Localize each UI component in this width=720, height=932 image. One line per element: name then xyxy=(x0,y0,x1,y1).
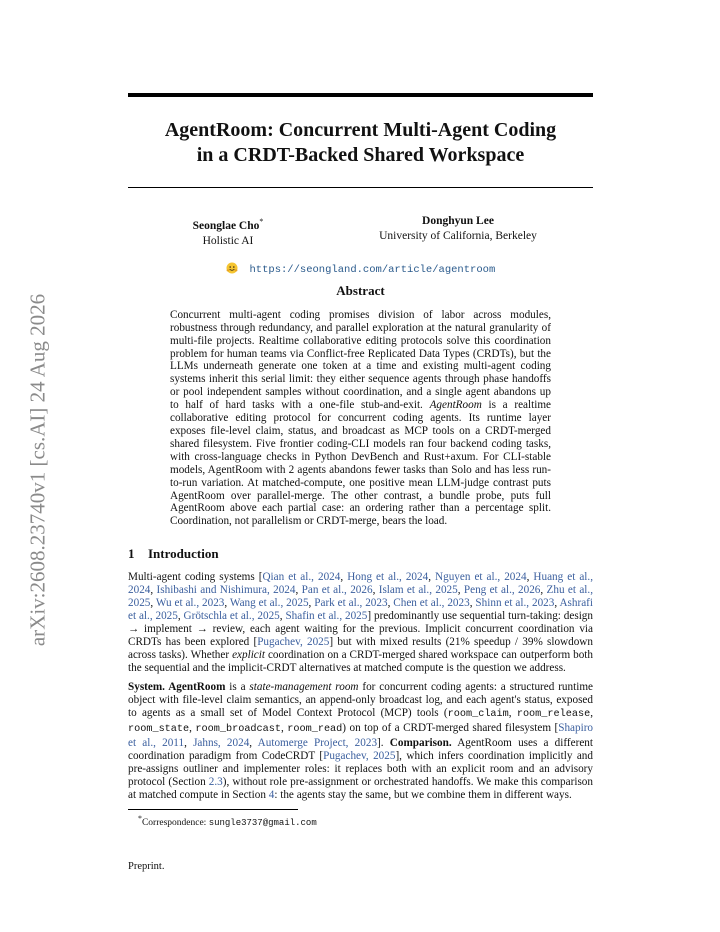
footnote-mark: * xyxy=(138,813,142,823)
citation-link[interactable]: Shafin et al., 2025 xyxy=(285,609,368,622)
citation-link[interactable]: Pugachev, 2025 xyxy=(257,635,330,648)
system-name-bold: AgentRoom xyxy=(164,681,226,694)
citation-link[interactable]: Islam et al., 2025 xyxy=(378,584,458,597)
citation-link[interactable]: Chen et al., 2023 xyxy=(393,597,470,610)
section-reference-link[interactable]: 4 xyxy=(268,788,275,801)
paper-page xyxy=(128,93,593,828)
intro-p2-text: is a xyxy=(225,681,250,694)
section-title: Introduction xyxy=(148,546,219,562)
mcp-tool-name: room_state xyxy=(128,724,190,736)
intro-p1-text: coordination on a CRDT-merged shared workspace can outperform both the sequential and the implicit-CRDT alternatives at matched compute is the question we address. xyxy=(128,648,593,674)
author-1 xyxy=(128,214,328,249)
author-2 xyxy=(328,214,588,249)
mcp-tool-list: room_claim, room_release, room_state, room_broadcast, room_read xyxy=(128,707,593,736)
mcp-tool-name: room_claim xyxy=(447,709,509,721)
intro-p1-text: ] predominantly use sequential turn-taking: design → implement → review, each agent waiting for the previous. Implicit concurrent coordination via CRDTs has been explored [ xyxy=(128,609,593,648)
paper-title xyxy=(128,118,593,168)
project-url-link[interactable]: https://seongland.com/article/agentroom xyxy=(249,263,496,276)
author-1-footnote-mark[interactable]: * xyxy=(259,217,264,226)
title-top-rule xyxy=(128,93,593,97)
author-block xyxy=(128,214,593,249)
title-line-2: in a CRDT-Backed Shared Workspace xyxy=(196,144,525,166)
intro-p2-text: ), without role pre-assignment or orchestrated handoffs. We make this comparison at matched compute in Section xyxy=(128,775,593,801)
intro-p2-text: ]. xyxy=(377,737,390,750)
citation-link[interactable]: Qian et al., 2024 xyxy=(262,571,341,584)
citation-link[interactable]: Huang et al., 2024 xyxy=(128,571,593,597)
intro-paragraph-2 xyxy=(128,681,593,801)
intro-p2-emphasis: state-management room xyxy=(249,681,359,694)
intro-p2-citations: Shapiro et al., 2011, Jahns, 2024, Automerge Project, 2023 xyxy=(128,722,594,750)
mcp-tool-name: room_broadcast xyxy=(195,724,281,736)
abstract-text-a: Concurrent multi-agent coding promises division of labor across modules, robustness through redundancy, and parallel exploration at the natural granularity of multi-file projects. Realtime collaborative editing protocols solve this coordination problem for human teams via Conflict-free Replicated Data Types (CRDTs), but the LLMs underneath generate one token at a time and existing multi-agent coding systems inherit this serial limit: they either sequence agents through phase handoffs or pool independent samples without coordination, and a single agent abandons up to half of hard tasks with a one-file stub-and-exit. xyxy=(170,308,551,412)
footnote-label: Correspondence: xyxy=(141,817,209,828)
citation-link[interactable]: Grötschla et al., 2025 xyxy=(183,609,280,622)
citation-link[interactable]: Peng et al., 2026 xyxy=(463,584,541,597)
intro-paragraph-1 xyxy=(128,571,593,674)
footnote xyxy=(128,814,593,828)
citation-link[interactable]: Wang et al., 2025 xyxy=(229,597,309,610)
intro-p1-citations: Qian et al., 2024, Hong et al., 2024, Nguyen et al., 2024, Huang et al., 2024, Ishibashi and Nishimura, 2024, Pan et al., 2026, Islam et al., 2025, Peng et al., 2026, Zhu et al., 2025, Wu et al., 2023, Wang et al., 2025, Park et al., 2023, Chen et al., 2023, Shinn et al., 2023, Ashrafi et al., 2025, Grötschla et al., 2025, Shafin et al., 2025 xyxy=(128,571,594,622)
citation-link[interactable]: Ashrafi et al., 2025 xyxy=(128,597,594,622)
citation-link[interactable]: Hong et al., 2024 xyxy=(347,571,429,584)
preprint-footer: Preprint. xyxy=(128,861,165,872)
intro-p2-text: ], which infers coordination implicitly and pre-assigns outliner and implementer roles: it replaces both with an explicit room and an advisory protocol (Section xyxy=(128,750,593,788)
abstract-body xyxy=(170,309,551,528)
arxiv-identifier: arXiv:2608.23740v1 [cs.AI] 24 Aug 2026 xyxy=(25,293,50,647)
intro-p2-text: for concurrent coding agents: a structured runtime object with file-level claim semantics, an append-only broadcast log, and each agent's status, exposed to agents as a small set of Model Context Protocol (MCP) tools ( xyxy=(128,681,593,720)
section-number: 1 xyxy=(128,546,135,562)
intro-p2-text: ) on top of a CRDT-merged shared filesystem [ xyxy=(342,722,559,735)
intro-p2-text: : the agents stay the same, but we combine them in different ways. xyxy=(274,788,572,801)
abstract-text-b: is a realtime collaborative editing protocol for concurrent coding agents. Its runtime layer exposes file-level claim, status, and broadcast as MCP tools on a CRDT-merged shared filesystem. Five frontier coding-CLI models ran four backend coding tasks, with cross-language checks in Python DevBench and Rust+axum. For CLI-stable models, AgentRoom with 2 agents abandons fewer tasks than Solo and has less run-to-run variation. At matched-compute, one positive mean LLM-judge contrast puts AgentRoom over parallel-merge. The other contrast, a bundle probe, puts full AgentRoom above each partial case: an ordering rather than a percentage split. Coordination, not parallelism or CRDT-merge, bears the load. xyxy=(170,399,552,528)
citation-link[interactable]: Automerge Project, 2023 xyxy=(257,737,378,750)
citation-link[interactable]: Shinn et al., 2023 xyxy=(475,597,555,610)
abstract-heading: Abstract xyxy=(336,282,385,298)
section-reference-link[interactable]: 2.3 xyxy=(208,775,223,788)
abstract-system-name: AgentRoom xyxy=(429,399,482,412)
citation-link[interactable]: Jahns, 2024 xyxy=(193,737,250,750)
correspondence-email[interactable]: sungle3737@gmail.com xyxy=(208,817,317,828)
arxiv-sidebar xyxy=(20,260,56,680)
citation-link[interactable]: Wu et al., 2023 xyxy=(155,597,225,610)
citation-link[interactable]: Ishibashi and Nishimura, 2024 xyxy=(156,584,296,597)
title-bottom-rule xyxy=(128,187,593,188)
author-1-affiliation: Holistic AI xyxy=(202,234,254,247)
run-in-heading-system: System. xyxy=(128,681,165,694)
hugging-face-emoji-icon xyxy=(226,262,238,277)
section-heading-introduction xyxy=(128,546,593,562)
intro-p1-emphasis: explicit xyxy=(232,648,265,661)
mcp-tool-name: room_release xyxy=(516,709,591,721)
intro-p1-text: Multi-agent coding systems [ xyxy=(128,571,263,584)
author-2-name: Donghyun Lee xyxy=(422,215,494,227)
citation-link[interactable]: Nguyen et al., 2024 xyxy=(435,571,527,584)
citation-link[interactable]: Zhu et al., 2025 xyxy=(128,584,593,610)
title-line-1: AgentRoom: Concurrent Multi-Agent Coding xyxy=(164,119,557,141)
author-2-affiliation: University of California, Berkeley xyxy=(379,230,537,242)
citation-link[interactable]: Park et al., 2023 xyxy=(314,597,388,610)
project-link-row xyxy=(128,262,593,277)
author-1-name: Seonglae Cho xyxy=(192,219,260,232)
citation-link[interactable]: Shapiro et al., 2011 xyxy=(128,722,594,750)
footnote-rule xyxy=(128,809,298,810)
intro-p2-text: AgentRoom uses a different coordination paradigm from CodeCRDT [ xyxy=(128,737,593,763)
intro-p1-text: ] but with mixed results (21% speedup / 39% slowdown across tasks). Whether xyxy=(128,635,593,661)
citation-link[interactable]: Pan et al., 2026 xyxy=(301,584,373,597)
citation-link[interactable]: Pugachev, 2025 xyxy=(323,750,396,763)
run-in-heading-comparison: Comparison. xyxy=(389,737,452,750)
mcp-tool-name: room_read xyxy=(287,724,343,736)
